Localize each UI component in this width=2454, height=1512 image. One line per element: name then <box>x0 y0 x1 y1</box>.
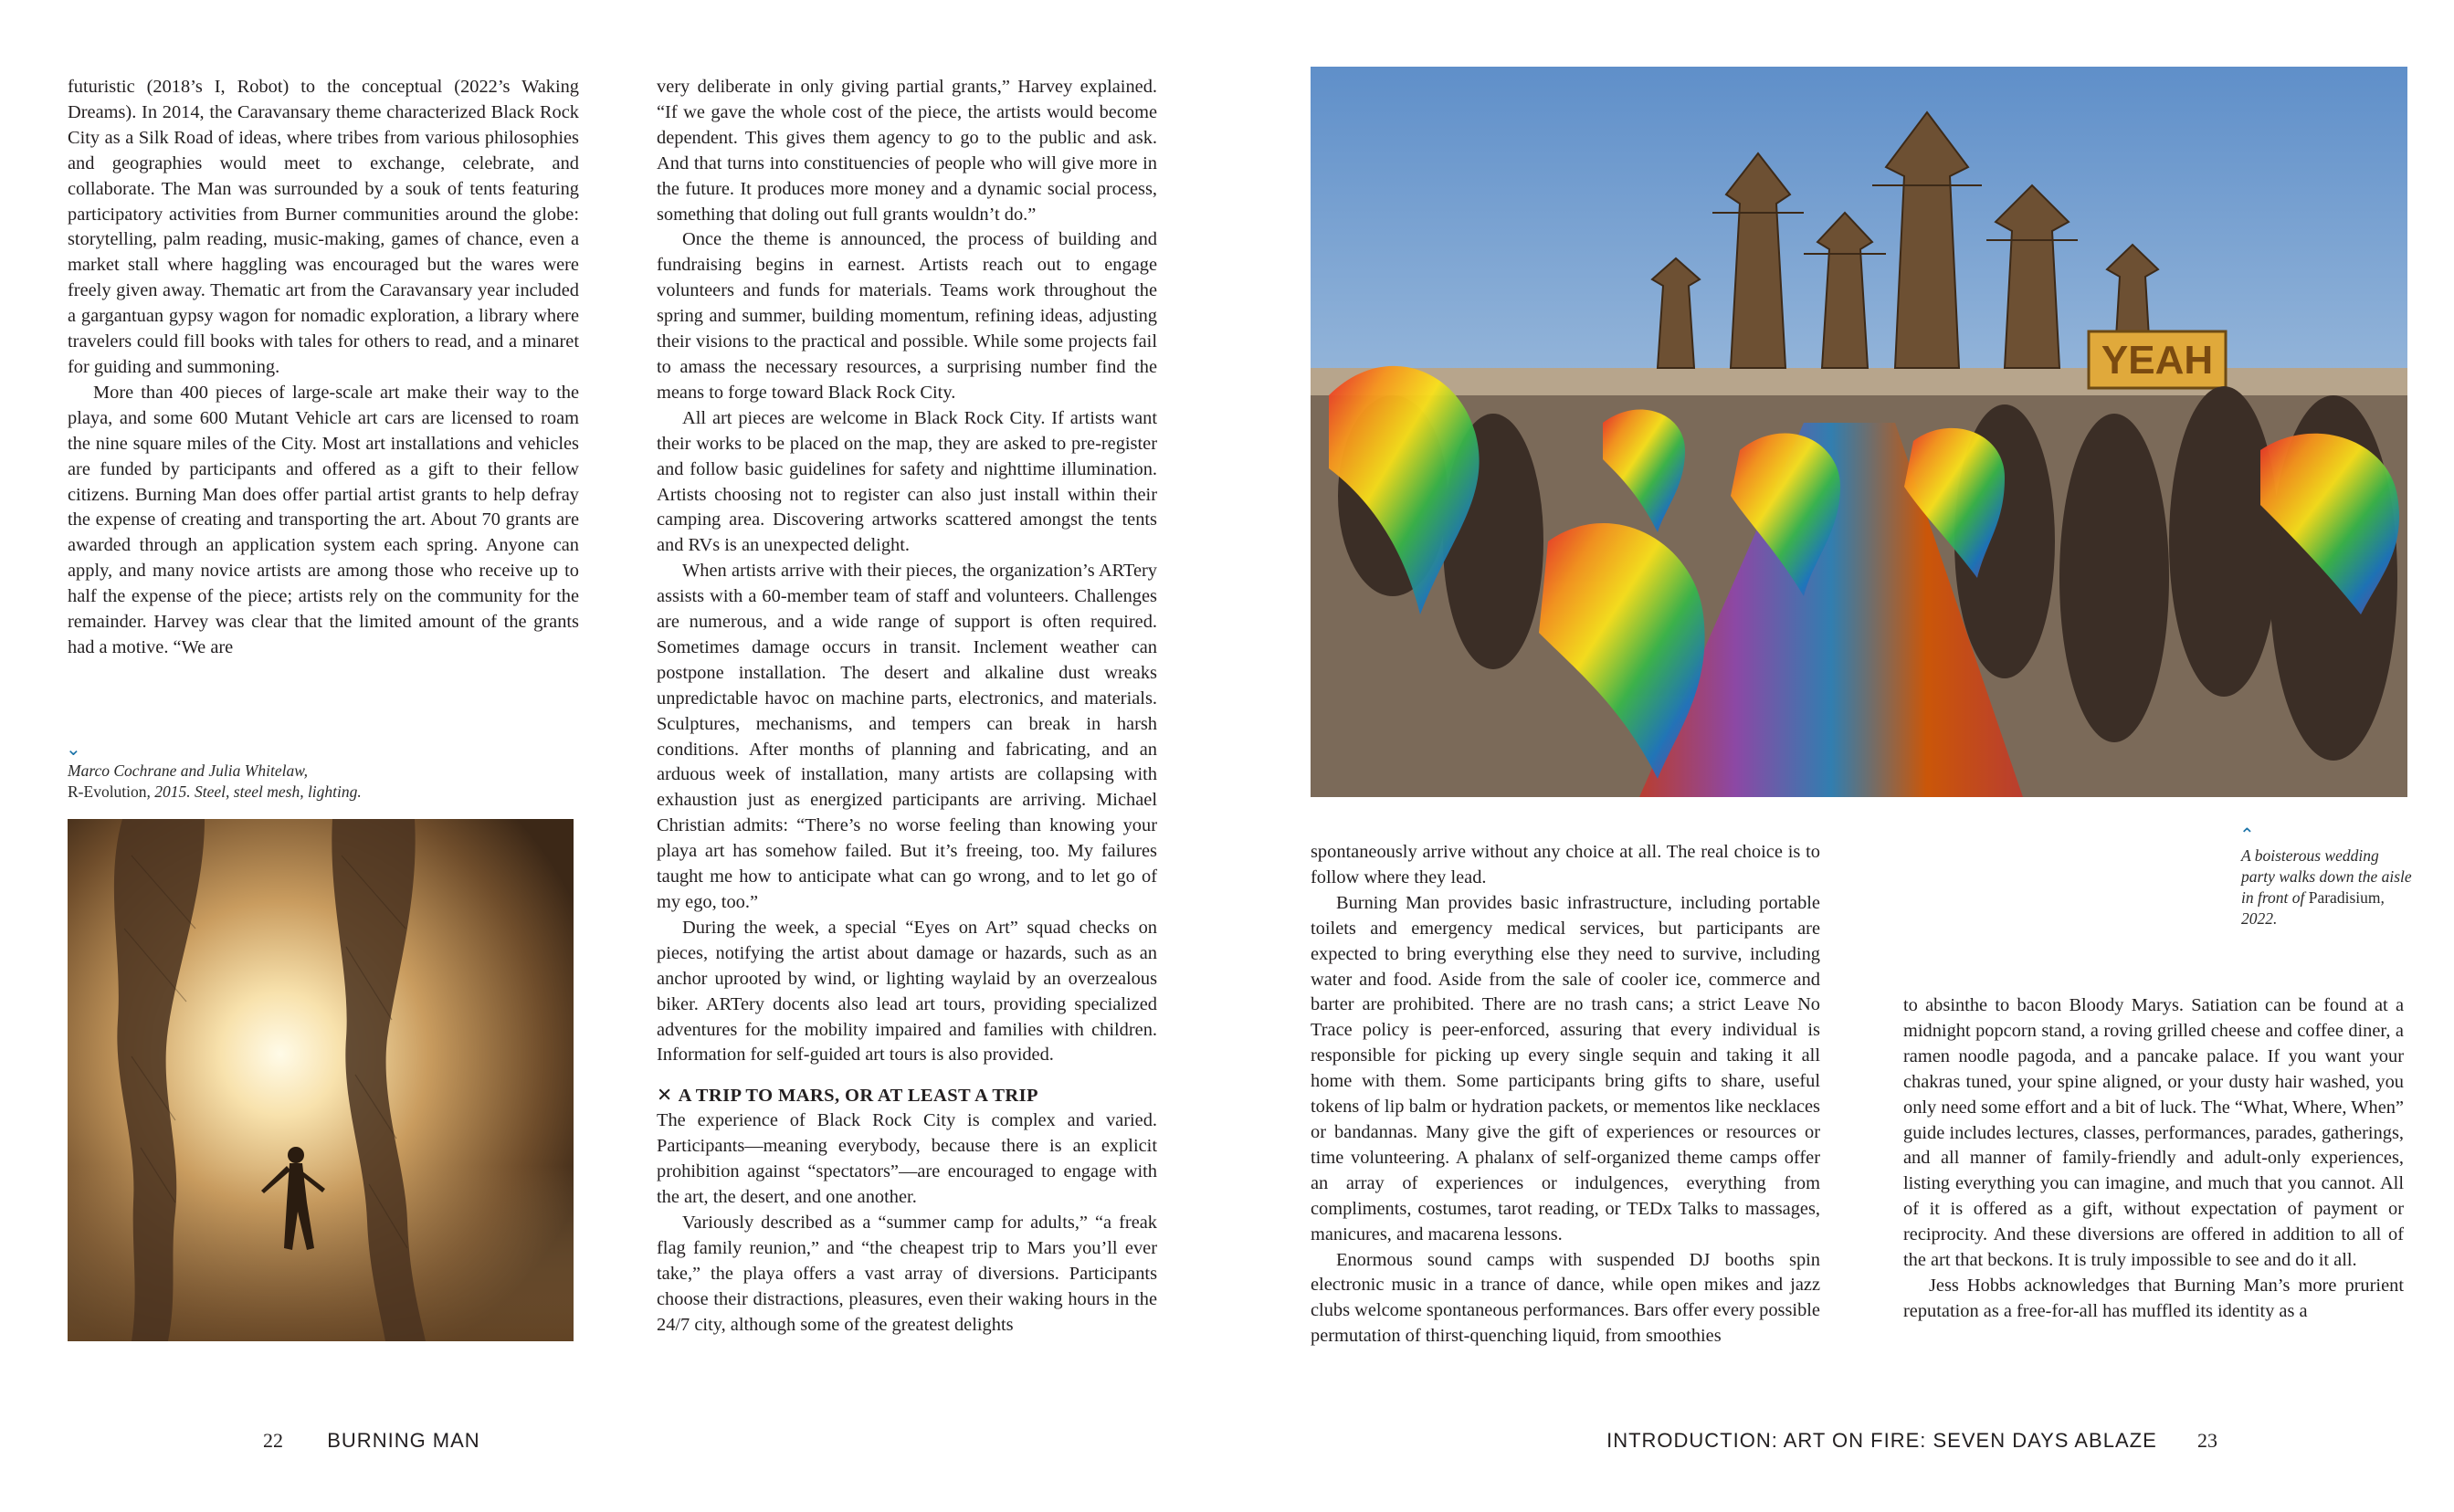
page-number: 22 <box>263 1429 283 1452</box>
right-column-1 <box>1311 840 1820 1349</box>
caption-fragment: , <box>2380 888 2385 907</box>
paragraph: All art pieces are welcome in Black Rock City. If artists want their works to be placed on the map, they are asked to pre-register and follow basic guidelines for safety and nighttime illumination. Artists choosing not to register can also just install within their camping area. Discovering artworks scattered amongst the tents and RVs is an unexpected delight. <box>657 407 1157 556</box>
photo-caption-right <box>2241 845 2415 929</box>
chevron-down-icon: ⌄ <box>66 738 81 760</box>
paradisium-wedding-photo <box>1311 67 2407 797</box>
paragraph: futuristic (2018’s I, Robot) to the conceptual (2022’s Waking Dreams). In 2014, the Caravansary theme characterized Black Rock City as a Silk Road of ideas, where tribes from various philosophies and geographies would meet to exchange, celebrate, and collaborate. The Man was surrounded by a souk of tents featuring participatory activities from Burner communities around the globe: storytelling, palm reading, music-making, games of chance, even a market stall where haggling was encouraged but the wares were freely given away. Thematic art from the Caravansary year included a gargantuan gypsy wagon for nomadic exploration, a library where travelers could fill books with tales for others to read, and a minaret for guiding and summoning. <box>68 77 579 377</box>
cross-icon: ✕ <box>657 1086 673 1107</box>
running-title: INTRODUCTION: ART ON FIRE: SEVEN DAYS ABLAZE <box>1606 1429 2157 1452</box>
caption-line <box>2241 887 2415 908</box>
section-subhead <box>657 1083 1157 1108</box>
folio-left <box>263 1429 480 1453</box>
paragraph: Variously described as a “summer camp for adults,” “a freak flag family reunion,” and “the cheapest trip to Mars you’ll ever take,” the playa offers a vast array of diversions. Participants choose their distractions, pleasures, even their waking hours in the 24/7 city, although some of the greatest delights <box>657 1212 1157 1335</box>
paragraph: Burning Man provides basic infrastructure, including portable toilets and emergency medical services, but participants are expected to bring everything else they need to survive, including water and food. Aside from the sale of cooler ice, commerce and barter are prohibited. There are no trash cans; a strict Leave No Trace policy is peer-enforced, assuring that every individual is responsible for picking up every single sequin and taking it all home with them. Some participants bring gifts to share, useful tokens of lip balm or hydration packets, or mementos like necklaces or bandannas. Many give the gift of experiences or resources or time volunteering. A phalanx of self-organized theme camps offer an array of experiences or indulgences, everything from compliments, costumes, tarot reading, or TEDx Talks to massages, manicures, and macarena lessons. <box>1311 892 1820 1244</box>
caption-line: A boisterous wedding <box>2241 846 2379 865</box>
folio-right <box>1606 1429 2217 1453</box>
caption-line <box>68 782 542 803</box>
paragraph: Jess Hobbs acknowledges that Burning Man’s more prurient reputation as a free-for-all has muffled its identity as a <box>1903 1275 2404 1321</box>
paragraph: spontaneously arrive without any choice at all. The real choice is to follow where they lead. <box>1311 842 1820 887</box>
paragraph: The experience of Black Rock City is complex and varied. Participants—meaning everybody, because there is an explicit prohibition against “spectators”—are encouraged to engage with the art, the desert, and one another. <box>657 1110 1157 1208</box>
paragraph: to absinthe to bacon Bloody Marys. Satiation can be found at a midnight popcorn stand, a roving grilled cheese and coffee diner, a ramen noodle pagoda, and a pancake palace. If you want your chakras tuned, your spine aligned, or your dusty hair washed, you only need some effort and a bit of luck. The “What, Where, When” guide includes lectures, classes, performances, parades, gatherings, and all manner of family-friendly and adult-only experiences, listing everything you can imagine, and much that you cannot. All of it is offered as a gift, without expectation of payment or reciprocity. And these diversions are offered in addition to all of the art that beckons. It is truly impossible to see and do it all. <box>1903 995 2404 1271</box>
right-column-2 <box>1903 993 2404 1325</box>
r-evolution-photo <box>68 819 574 1341</box>
r-evolution-illustration <box>68 819 574 1341</box>
left-column-2 <box>657 75 1157 1339</box>
caption-artwork-title: Paradisium <box>2308 888 2381 907</box>
paragraph: Enormous sound camps with suspended DJ booths spin electronic music in a trance of dance, while open mikes and jazz clubs welcome spontaneous performances. Bars offer every possible permutation of thirst-quenching liquid, from smoothies <box>1311 1249 1820 1347</box>
caption-line: 2022. <box>2241 909 2278 928</box>
paragraph: When artists arrive with their pieces, the organization’s ARTery assists with a 60-member team of staff and volunteers. Challenges are numerous, and a wide range of support is often required. Sometimes damage occurs in transit. Inclement weather can postpone installation. The desert and alkaline dust wreaks unpredictable havoc on machine parts, electronics, and materials. Sculptures, mechanisms, and tempers can break in harsh conditions. After months of planning and fabricating, and an arduous week of installation, many artists are collapsing with exhaustion just as energized participants are arriving. Michael Christian admits: “There’s no worse feeling than knowing your playa art has somehow failed. But it’s freeing, too. My failures taught me how to anticipate what can go wrong, and to let go of my ego, too.” <box>657 561 1157 912</box>
left-column-1 <box>68 75 579 661</box>
subhead-text: A TRIP TO MARS, OR AT LEAST A TRIP <box>678 1086 1038 1107</box>
running-title: BURNING MAN <box>327 1429 480 1452</box>
caption-line: Marco Cochrane and Julia Whitelaw, <box>68 761 308 780</box>
caption-fragment: in front of <box>2241 888 2309 907</box>
caption-artwork-title: R-Evolution <box>68 782 147 801</box>
chevron-up-icon: ⌃ <box>2239 824 2255 845</box>
paragraph: very deliberate in only giving partial grants,” Harvey explained. “If we gave the whole cost of the piece, the artists would become dependent. This gives them agency to go to the public and ask. And that turns into constituencies of people who will give more in the future. It produces more money and a dynamic social process, something that doling out full grants wouldn’t do.” <box>657 77 1157 225</box>
caption-line: party walks down the aisle <box>2241 867 2412 886</box>
page-number: 23 <box>2197 1429 2217 1452</box>
caption-details: , 2015. Steel, steel mesh, lighting. <box>146 782 362 801</box>
yeah-sign-text: YEAH <box>2101 338 2214 383</box>
paragraph: Once the theme is announced, the process of building and fundraising begins in earnest. Artists reach out to engage volunteers and funds for materials. Teams work throughout the spring and summer, building momentum, refining ideas, adjusting their visions to the practical and possible. While some projects fail to amass the necessary resources, a surprising number find the means to forge toward Black Rock City. <box>657 229 1157 403</box>
paragraph: More than 400 pieces of large-scale art make their way to the playa, and some 600 Mutant Vehicle art cars are licensed to roam the nine square miles of the City. Most art installations and vehicles are funded by participants and offered as a gift to their fellow citizens. Burning Man does offer partial artist grants to help defray the expense of creating and transporting the art. About 70 grants are awarded through an application system each spring. Anyone can apply, and many novice artists are among those who receive up to half the expense of the piece; artists rely on the community for the remainder. Harvey was clear that the limited amount of the grants had a motive. “We are <box>68 382 579 657</box>
paragraph: During the week, a special “Eyes on Art” squad checks on pieces, notifying the artist about damage or hazards, such as an anchor uprooted by wind, or lighting waylaid by an overzealous biker. ARTery docents also lead art tours, providing specialized adventures for the mobility impaired and families with children. Information for self-guided art tours is also provided. <box>657 917 1157 1066</box>
wedding-procession-illustration <box>1311 67 2407 797</box>
photo-caption-left <box>68 761 542 803</box>
